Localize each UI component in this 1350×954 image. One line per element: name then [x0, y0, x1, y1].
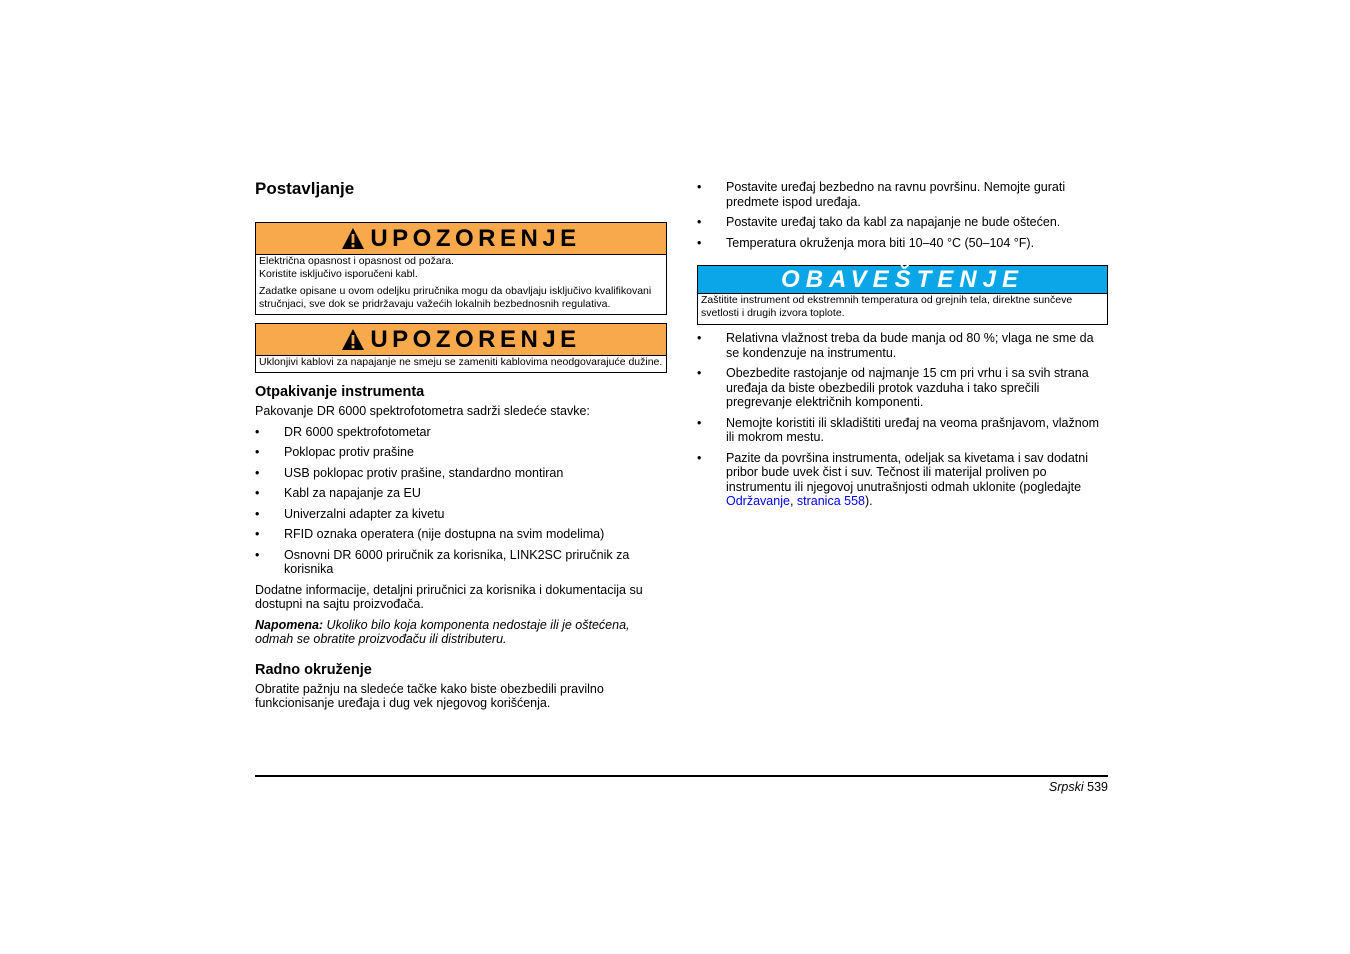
warning-paragraph: Uklonjivi kablovi za napajanje ne smeju se zameniti kablovima neodgovarajuće dužine. — [259, 356, 663, 368]
warning-body — [256, 356, 666, 372]
list-item-text-part: Pazite da površina instrumenta, odeljak sa kivetama i sav dodatni pribor bude uvek čist i suv. Tečnost ili materijal proliven po instrumentu ili njegovoj unutrašnjosti odmah uklonite (pogledajte — [726, 450, 1088, 494]
footer-language: Srpski — [1048, 780, 1084, 794]
warning-box-1 — [255, 222, 667, 315]
list-item — [255, 548, 667, 577]
bullet: • — [697, 215, 702, 229]
footer — [1049, 780, 1108, 795]
list-item — [255, 486, 667, 501]
right-column — [697, 178, 1108, 509]
warning-box-2 — [255, 323, 667, 373]
link-maintenance[interactable]: Održavanje — [726, 494, 790, 508]
warning-label: UPOZORENJE — [370, 224, 581, 252]
list-item — [255, 507, 667, 522]
warning-label: UPOZORENJE — [370, 325, 581, 353]
warning-paragraph: Zadatke opisane u ovom odeljku priručnika mogu da obavljaju isključivo kvalifikovani stručnjaci, sve dok se pridržavaju važećih lokalnih bezbednosnih regulativa. — [259, 285, 652, 310]
link-separator: , — [789, 494, 797, 508]
list-item-text: Relativna vlažnost treba da bude manja od 80 %; vlaga ne sme da se kondenzuje na instrumentu. — [726, 331, 1094, 360]
env-intro: Obratite pažnju na sledeće tačke kako biste obezbedili pravilno funkcionisanje uređaja i dug vek njegovog korišćenja. — [255, 681, 604, 710]
bullet: • — [255, 506, 260, 521]
list-item — [255, 527, 667, 542]
bullet: • — [697, 331, 702, 345]
list-item — [255, 445, 667, 460]
list-item-text — [726, 451, 1088, 509]
list-item — [697, 366, 1108, 410]
list-item — [697, 416, 1108, 445]
list-item-text: Univerzalni adapter za kivetu — [284, 506, 445, 521]
bullet: • — [697, 415, 702, 430]
right-list-bottom — [697, 331, 1108, 509]
list-item-text: Obezbedite rastojanje od najmanje 15 cm pri vrhu i sa svih strana uređaja da biste obezbedili protok vazduha i tako sprečili pregrevanje električnih komponenti. — [726, 366, 1089, 409]
notice-body — [698, 294, 1107, 324]
note-label: Napomena: — [255, 617, 324, 632]
list-item-text: Temperatura okruženja mora biti 10–40 °C (50–104 °F). — [726, 235, 1035, 250]
list-item — [697, 451, 1108, 509]
bullet: • — [255, 547, 260, 562]
warning-text-block — [259, 255, 663, 281]
list-item — [255, 425, 667, 440]
env-heading: Radno okruženje — [255, 661, 372, 678]
list-item-text: RFID oznaka operatera (nije dostupna na svim modelima) — [284, 527, 605, 541]
bullet: • — [697, 235, 702, 250]
bullet: • — [255, 445, 260, 459]
bullet: • — [255, 424, 260, 439]
note-paragraph — [255, 618, 667, 647]
list-item — [697, 180, 1108, 209]
bullet: • — [697, 180, 702, 194]
list-item-text: Poklopac protiv prašine — [284, 445, 414, 459]
bullet: • — [255, 465, 260, 480]
warning-line: Električna opasnost i opasnost od požara. — [259, 255, 454, 267]
unpack-heading: Otpakivanje instrumenta — [255, 384, 425, 400]
section-title: Postavljanje — [255, 179, 355, 198]
list-item — [697, 236, 1108, 251]
unpack-after: Dodatne informacije, detaljni priručnici za korisnika i dokumentacija su dostupni na sajtu proizvođača. — [255, 582, 643, 611]
right-list-top — [697, 180, 1108, 250]
warning-triangle-icon — [341, 227, 365, 250]
notice-header — [698, 266, 1107, 294]
note-text: Ukoliko bilo koja komponenta nedostaje ili je oštećena, odmah se obratite proizvođaču ili distributeru. — [255, 617, 630, 646]
list-item-text: DR 6000 spektrofotometar — [284, 424, 431, 439]
page-number: 539 — [1087, 780, 1108, 794]
notice-label: OBAVEŠTENJE — [781, 265, 1024, 293]
unpack-intro: Pakovanje DR 6000 spektrofotometra sadrži sledeće stavke: — [255, 404, 590, 418]
warning-line: Koristite isključivo isporučeni kabl. — [259, 268, 418, 280]
list-item — [697, 331, 1108, 360]
footer-rule — [255, 775, 1108, 777]
list-item — [697, 215, 1108, 230]
list-item-text: USB poklopac protiv prašine, standardno montiran — [284, 465, 564, 480]
bullet: • — [255, 486, 260, 500]
list-item-text: Postavite uređaj tako da kabl za napajanje ne bude oštećen. — [726, 215, 1061, 229]
bullet: • — [255, 527, 260, 541]
notice-box — [697, 265, 1108, 325]
warning-triangle-icon — [341, 328, 365, 351]
list-item-text: Nemojte koristiti ili skladištiti uređaj na veoma prašnjavom, vlažnom ili mokrom mestu. — [726, 415, 1100, 444]
list-item-text: Osnovni DR 6000 priručnik za korisnika, LINK2SC priručnik za korisnika — [284, 547, 630, 576]
list-item-text: Postavite uređaj bezbedno na ravnu površinu. Nemojte gurati predmete ispod uređaja. — [726, 180, 1066, 209]
warning-header — [256, 324, 666, 356]
link-page-558[interactable]: stranica 558 — [796, 494, 865, 508]
bullet: • — [697, 366, 702, 380]
bullet: • — [697, 450, 702, 465]
list-item — [255, 466, 667, 481]
warning-header — [256, 223, 666, 255]
left-column — [255, 178, 667, 711]
list-item-text-end: ). — [865, 494, 873, 508]
warning-body — [256, 255, 666, 314]
notice-paragraph: Zaštitite instrument od ekstremnih temperatura od grejnih tela, direktne sunčeve svetlosti i drugih izvora toplote. — [701, 294, 1073, 319]
unpack-list — [255, 425, 667, 577]
list-item-text: Kabl za napajanje za EU — [284, 486, 421, 500]
